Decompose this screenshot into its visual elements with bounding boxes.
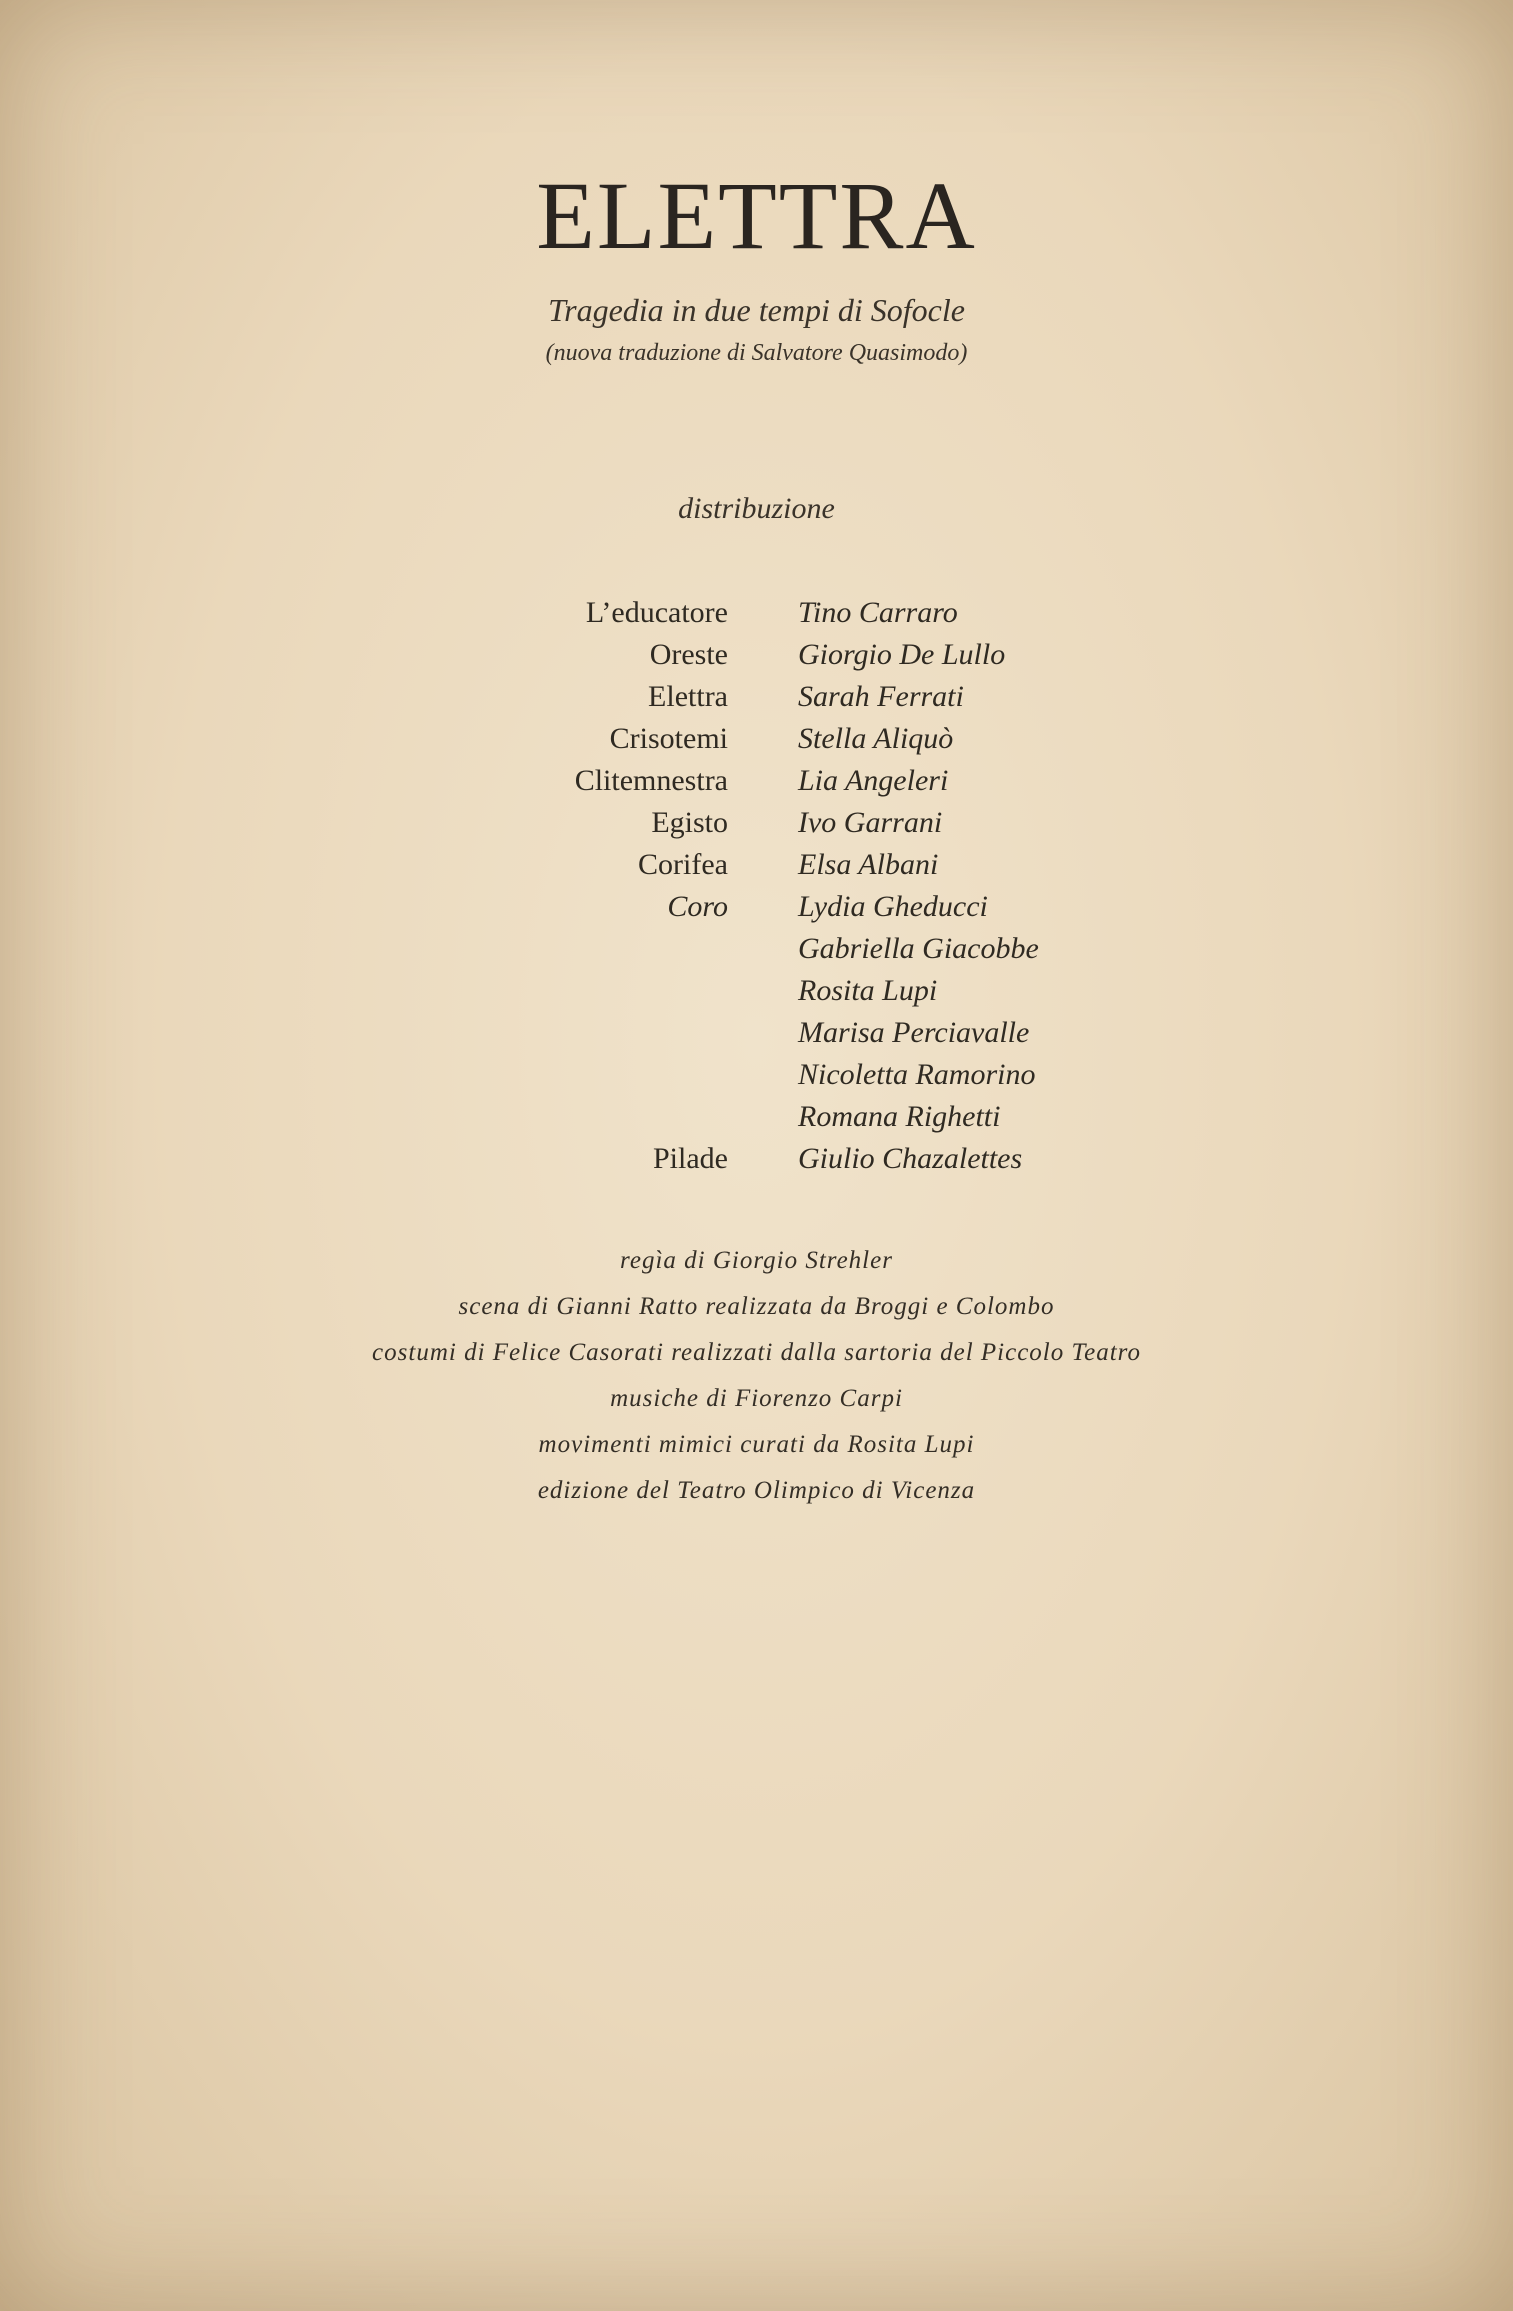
cast-actor: Sarah Ferrati bbox=[798, 680, 964, 713]
cast-actor: Gabriella Giacobbe bbox=[798, 932, 1039, 965]
cast-role: Clitemnestra bbox=[574, 764, 728, 797]
cast-actor: Elsa Albani bbox=[798, 848, 939, 881]
cast-role: Pilade bbox=[653, 1142, 728, 1175]
cast-actor: Romana Righetti bbox=[798, 1100, 1001, 1133]
cast-row bbox=[0, 638, 1513, 680]
cast-row bbox=[0, 1100, 1513, 1142]
cast-actor: Lia Angeleri bbox=[798, 764, 949, 797]
cast-actor: Lydia Gheducci bbox=[798, 890, 988, 923]
cast-row bbox=[0, 848, 1513, 890]
cast-role: Egisto bbox=[651, 806, 728, 839]
cast-row bbox=[0, 806, 1513, 848]
translation-note: (nuova traduzione di Salvatore Quasimodo) bbox=[545, 340, 968, 366]
cast-row bbox=[0, 1016, 1513, 1058]
cast-row bbox=[0, 1058, 1513, 1100]
cast-row bbox=[0, 890, 1513, 932]
credit-line: costumi di Felice Casorati realizzati dalla sartoria del Piccolo Teatro bbox=[372, 1339, 1141, 1366]
play-title: ELETTRA bbox=[536, 162, 977, 269]
cast-role: Coro bbox=[667, 890, 728, 923]
cast-actor: Tino Carraro bbox=[798, 596, 958, 629]
cast-row bbox=[0, 932, 1513, 974]
production-credits bbox=[0, 1247, 1513, 1523]
cast-actor: Marisa Perciavalle bbox=[798, 1016, 1030, 1049]
cast-actor: Ivo Garrani bbox=[798, 806, 943, 839]
cast-role: Corifea bbox=[638, 848, 728, 881]
cast-row bbox=[0, 1142, 1513, 1184]
cast-row bbox=[0, 764, 1513, 806]
cast-role: Crisotemi bbox=[609, 722, 728, 755]
cast-actor: Stella Aliquò bbox=[798, 722, 954, 755]
cast-actor: Rosita Lupi bbox=[798, 974, 938, 1007]
cast-heading: distribuzione bbox=[678, 492, 835, 525]
cast-row bbox=[0, 596, 1513, 638]
credit-line: regìa di Giorgio Strehler bbox=[620, 1247, 893, 1274]
cast-row bbox=[0, 974, 1513, 1016]
cast-row bbox=[0, 680, 1513, 722]
credit-line: movimenti mimici curati da Rosita Lupi bbox=[538, 1431, 975, 1458]
play-subtitle: Tragedia in due tempi di Sofocle bbox=[548, 292, 965, 328]
cast-row bbox=[0, 722, 1513, 764]
credit-line: scena di Gianni Ratto realizzata da Broggi e Colombo bbox=[458, 1293, 1055, 1320]
cast-actor: Giulio Chazalettes bbox=[798, 1142, 1023, 1175]
cast-actor: Nicoletta Ramorino bbox=[798, 1058, 1036, 1091]
cast-role: Elettra bbox=[648, 680, 728, 713]
credit-line: edizione del Teatro Olimpico di Vicenza bbox=[537, 1477, 976, 1504]
credit-line: musiche di Fiorenzo Carpi bbox=[610, 1385, 903, 1412]
cast-role: L’educatore bbox=[585, 596, 728, 629]
cast-actor: Giorgio De Lullo bbox=[798, 638, 1006, 671]
cast-list bbox=[0, 596, 1513, 1184]
cast-role: Oreste bbox=[649, 638, 728, 671]
